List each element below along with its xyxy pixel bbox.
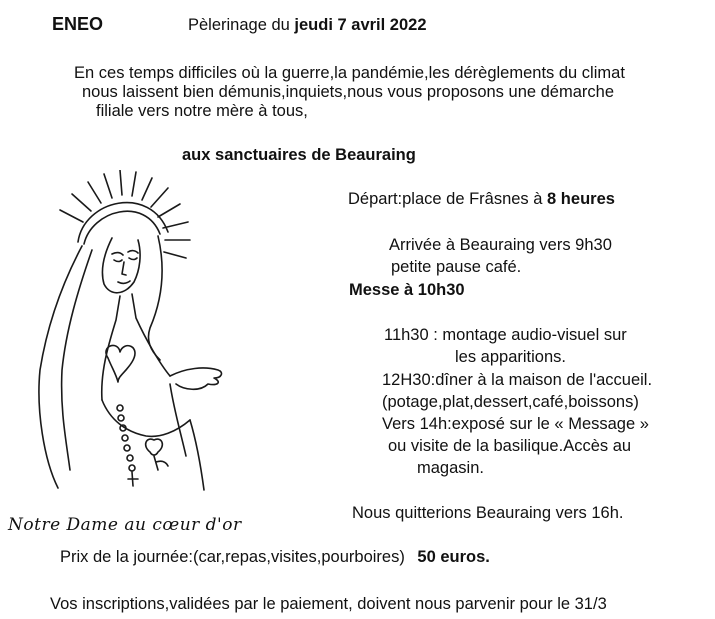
halo-rays	[60, 170, 190, 258]
registration-note: Vos inscriptions,validées par le paiement, doivent nous parvenir pour le 31/3	[50, 595, 607, 613]
schedule-1230: 12H30:dîner à la maison de l'accueil.	[382, 371, 653, 389]
drawing-caption: Notre Dame au cœur d'or	[8, 515, 242, 535]
schedule-1230-detail: (potage,plat,dessert,café,boissons)	[382, 393, 639, 411]
departure-place: Départ:place de Frâsnes à	[348, 190, 543, 208]
rosary	[117, 405, 138, 486]
schedule-1130: 11h30 : montage audio-visuel sur	[384, 326, 627, 344]
schedule-1130-detail: les apparitions.	[455, 348, 566, 366]
schedule-14h-detail-2: magasin.	[417, 459, 484, 477]
page-title	[188, 15, 427, 35]
departure-time: 8 heures	[547, 190, 615, 208]
destination-heading: aux sanctuaires de Beauraing	[182, 146, 416, 164]
intro-line-2: nous laissent bien démunis,inquiets,nous vous proposons une démarche	[82, 83, 615, 101]
price-label: Prix de la journée:(car,repas,visites,pourboires)	[60, 548, 405, 566]
title-date: jeudi 7 avril 2022	[294, 16, 427, 34]
price-amount: 50 euros.	[417, 548, 490, 566]
virgin-mary-drawing	[0, 170, 260, 510]
price-line	[60, 547, 490, 567]
pause-line: petite pause café.	[391, 258, 522, 276]
intro-line-1: En ces temps difficiles où la guerre,la pandémie,les dérèglements du climat	[74, 64, 625, 82]
title-prefix: Pèlerinage du	[188, 16, 290, 34]
schedule-14h: Vers 14h:exposé sur le « Message »	[382, 415, 649, 433]
return-line: Nous quitterions Beauraing vers 16h.	[352, 504, 624, 522]
mass-time: Messe à 10h30	[349, 281, 465, 299]
org-name: ENEO	[52, 14, 104, 34]
departure-line	[348, 189, 615, 209]
intro-line-3: filiale vers notre mère à tous,	[96, 102, 308, 120]
arrival-line: Arrivée à Beauraing vers 9h30	[389, 236, 612, 254]
schedule-14h-detail: ou visite de la basilique.Accès au	[388, 437, 632, 455]
